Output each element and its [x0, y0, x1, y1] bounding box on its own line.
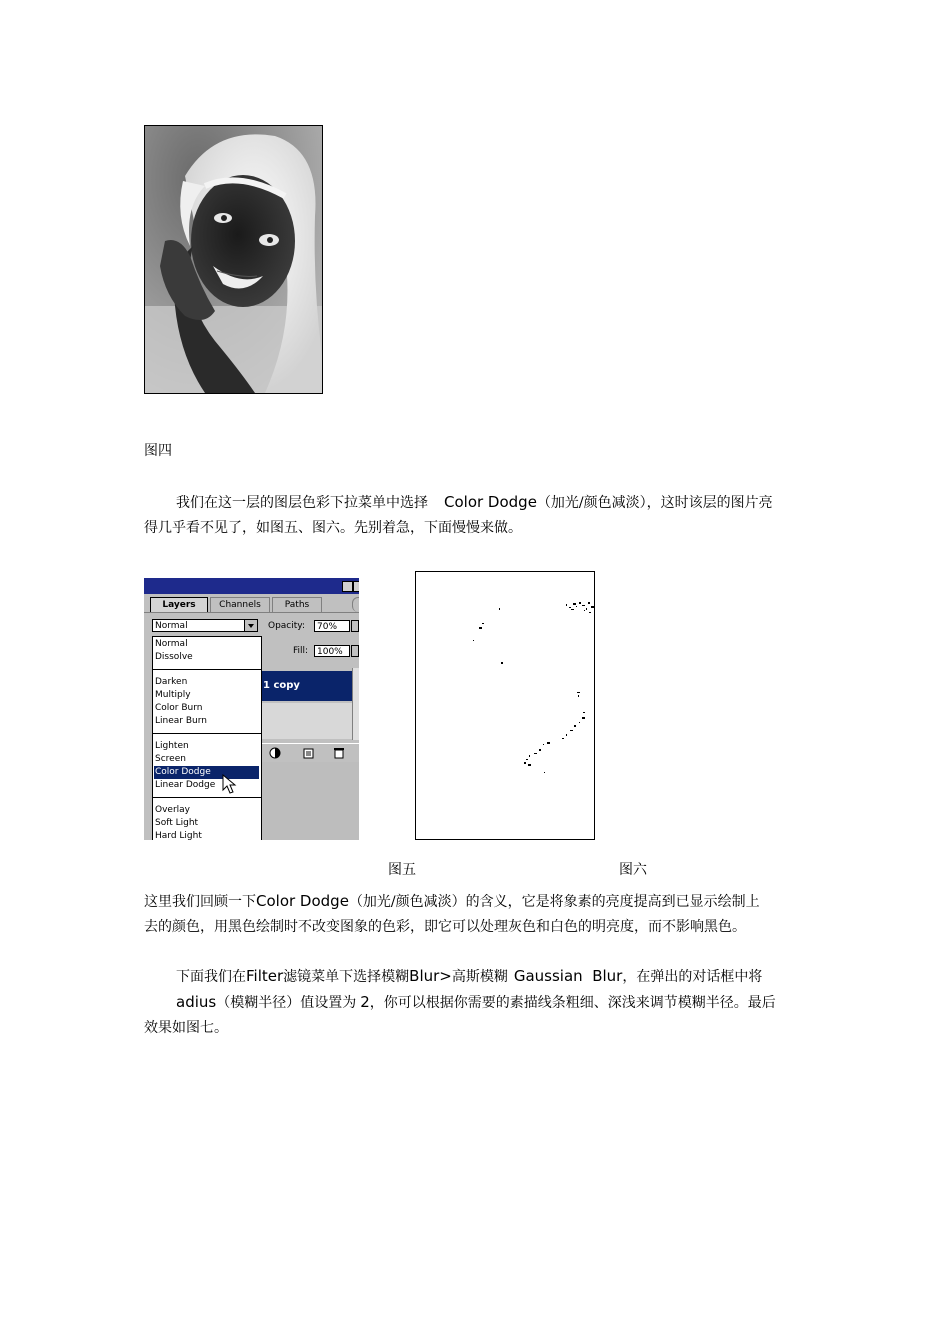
- speck: [528, 764, 531, 766]
- speck: [529, 755, 530, 757]
- speck: [547, 742, 550, 744]
- palette-title-bar: [144, 578, 359, 594]
- blend-mode-dropdown[interactable]: [152, 619, 258, 632]
- speck: [543, 744, 544, 745]
- layers-scrollbar[interactable]: [352, 668, 359, 740]
- menu-divider: [153, 669, 261, 670]
- text-segment: 滤镜菜单下选择模糊: [283, 969, 410, 985]
- figure-4-caption: 图四: [144, 443, 172, 459]
- palette-menu-icon[interactable]: [352, 597, 359, 612]
- speck: [573, 603, 576, 605]
- radius-value: 2: [360, 993, 370, 1011]
- menu-item-linear-burn[interactable]: Linear Burn: [155, 716, 207, 726]
- term-radius: adius: [176, 993, 217, 1011]
- menu-item-color-dodge[interactable]: Color Dodge: [154, 766, 259, 779]
- opacity-arrow-icon[interactable]: [351, 620, 359, 632]
- text-segment: （模糊半径）值设置为: [216, 995, 357, 1011]
- layer-row[interactable]: [261, 703, 359, 739]
- menu-item-darken[interactable]: Darken: [155, 677, 188, 687]
- speck: [539, 749, 541, 751]
- adjustment-layer-icon[interactable]: [269, 747, 281, 759]
- speck: [524, 762, 526, 764]
- mouse-cursor-icon: [222, 774, 238, 796]
- speck: [578, 695, 579, 697]
- fill-arrow-icon[interactable]: [351, 645, 359, 657]
- paragraph-1-line-2: 得几乎看不见了，如图五、图六。先别着急，下面慢慢来做。: [144, 520, 522, 536]
- term-blur: Blur>: [409, 967, 452, 985]
- trash-icon[interactable]: [333, 747, 345, 759]
- layer-name: 1 copy: [263, 680, 300, 691]
- text-segment: （加光/颜色减淡），这时该层的图片亮: [536, 495, 773, 511]
- tab-layers[interactable]: Layers: [150, 597, 208, 612]
- speck: [479, 627, 482, 629]
- term-color-dodge: Color Dodge: [256, 892, 349, 910]
- speck: [571, 609, 574, 610]
- blend-mode-menu: [152, 636, 262, 840]
- menu-item-soft-light[interactable]: Soft Light: [155, 818, 199, 828]
- figure-6-caption: 图六: [619, 862, 647, 878]
- term-gaussian-blur: Gaussian Blur: [513, 967, 623, 985]
- speck: [577, 692, 580, 693]
- speck: [526, 759, 528, 760]
- tab-paths[interactable]: Paths: [272, 597, 322, 612]
- speck: [586, 608, 587, 610]
- inverted-portrait: [145, 126, 322, 393]
- speck: [473, 640, 474, 641]
- speck: [501, 662, 503, 664]
- layers-icon-bar: [261, 743, 359, 763]
- faint-specks-image: [416, 572, 594, 839]
- chevron-down-icon[interactable]: [244, 620, 257, 631]
- speck: [589, 612, 591, 613]
- opacity-label: Opacity:: [268, 621, 305, 631]
- speck: [566, 604, 567, 606]
- speck: [582, 605, 585, 606]
- menu-item-screen[interactable]: Screen: [155, 754, 186, 764]
- menu-item-normal[interactable]: Normal: [155, 639, 188, 649]
- speck: [569, 607, 571, 608]
- term-color-dodge: Color Dodge: [444, 493, 537, 511]
- paragraph-2-line-1: [144, 888, 760, 915]
- text-segment: ，在弹出的对话框中将: [622, 969, 763, 985]
- new-layer-icon[interactable]: [303, 747, 315, 759]
- speck: [576, 606, 577, 607]
- paragraph-3-line-3: 效果如图七。: [144, 1020, 228, 1036]
- close-icon[interactable]: [353, 581, 359, 592]
- menu-item-hard-light[interactable]: Hard Light: [155, 831, 202, 840]
- speck: [574, 725, 576, 727]
- fill-input[interactable]: 100%: [314, 645, 350, 657]
- speck: [591, 606, 594, 608]
- speck: [582, 717, 585, 719]
- minimize-icon[interactable]: [342, 581, 353, 592]
- menu-item-lighten[interactable]: Lighten: [155, 741, 189, 751]
- text-segment: 高斯模糊: [451, 969, 508, 985]
- menu-item-overlay[interactable]: Overlay: [155, 805, 190, 815]
- speck: [534, 753, 537, 754]
- opacity-input[interactable]: 70%: [314, 620, 350, 632]
- speck: [583, 712, 585, 713]
- figure-4-image: [144, 125, 323, 394]
- layers-empty-area: [261, 762, 359, 840]
- layer-row-selected[interactable]: [261, 671, 359, 701]
- term-filter: Filter: [246, 967, 284, 985]
- speck: [566, 734, 567, 736]
- menu-item-color-burn[interactable]: Color Burn: [155, 703, 203, 713]
- figure-6-image: [415, 571, 595, 840]
- palette-tab-row: [144, 594, 359, 613]
- speck: [584, 610, 585, 611]
- text-segment: 我们在这一层的图层色彩下拉菜单中选择: [176, 495, 428, 511]
- menu-item-linear-dodge[interactable]: Linear Dodge: [155, 780, 216, 790]
- fill-label: Fill:: [293, 646, 309, 656]
- menu-item-dissolve[interactable]: Dissolve: [155, 652, 193, 662]
- speck: [579, 602, 581, 604]
- speck: [579, 722, 580, 723]
- paragraph-3-line-2: [176, 989, 776, 1016]
- speck: [482, 623, 484, 624]
- speck: [588, 602, 590, 604]
- menu-divider: [153, 797, 261, 798]
- blend-mode-value: Normal: [155, 621, 188, 631]
- tab-channels[interactable]: Channels: [210, 597, 270, 612]
- paragraph-3-line-1: [176, 963, 762, 990]
- text-segment: 这里我们回顾一下: [144, 894, 256, 910]
- speck: [570, 730, 573, 731]
- text-segment: （加光/颜色减淡）的含义，它是将象素的亮度提高到已显示绘制上: [348, 894, 760, 910]
- paragraph-1-line-1: [176, 489, 773, 516]
- menu-item-multiply[interactable]: Multiply: [155, 690, 191, 700]
- paragraph-2-line-2: 去的颜色，用黑色绘制时不改变图象的色彩，即它可以处理灰色和白色的明亮度，而不影响黑色。: [144, 919, 746, 935]
- menu-divider: [153, 733, 261, 734]
- text-segment: 下面我们在: [176, 969, 246, 985]
- layers-palette-screenshot: [144, 578, 359, 840]
- text-segment: ，你可以根据你需要的素描线条粗细、深浅来调节模糊半径。最后: [369, 995, 776, 1011]
- speck: [562, 738, 564, 739]
- figure-5-caption: 图五: [388, 862, 416, 878]
- speck: [544, 772, 545, 773]
- speck: [499, 608, 500, 610]
